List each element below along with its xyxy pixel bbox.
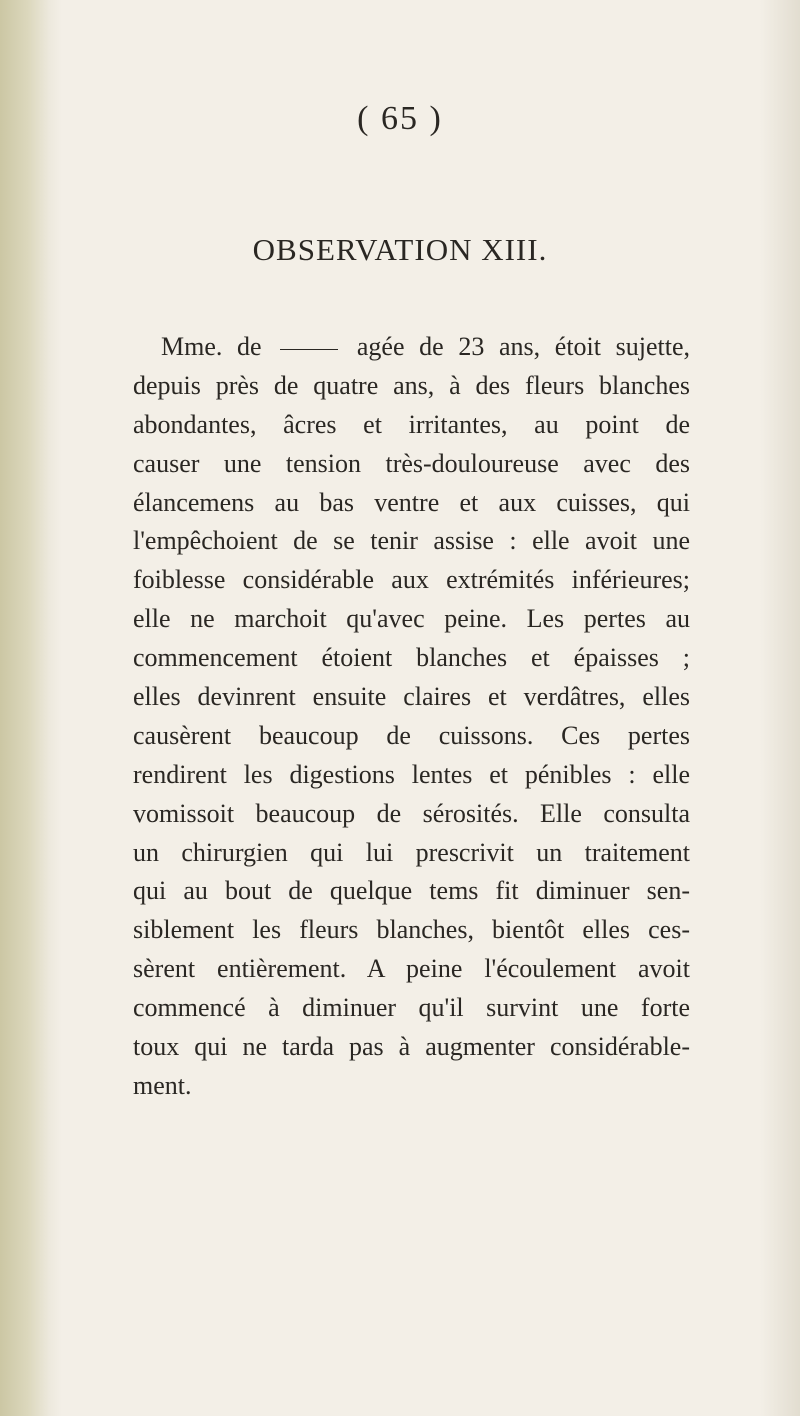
text-line: élancemens au bas ventre et aux cuisses, qui bbox=[133, 487, 690, 517]
text-line: elles devinrent ensuite claires et verdâtres, elles bbox=[133, 682, 690, 712]
text-line: causèrent beaucoup de cuissons. Ces pertes bbox=[133, 720, 690, 750]
text-line: Mme. de agée de 23 ans, étoit sujette, bbox=[161, 332, 691, 361]
text-line: commencé à diminuer qu'il survint une forte bbox=[133, 993, 690, 1023]
text-line: vomissoit beaucoup de sérosités. Elle consulta bbox=[133, 798, 690, 828]
observation-body bbox=[133, 328, 690, 1106]
text-line: foiblesse considérable aux extrémités inférieures; bbox=[133, 565, 690, 595]
text-line: commencement étoient blanches et épaisses ; bbox=[133, 643, 690, 673]
text-line: elle ne marchoit qu'avec peine. Les pertes au bbox=[133, 604, 690, 634]
text-line: abondantes, âcres et irritantes, au point de bbox=[133, 409, 690, 439]
text-line: toux qui ne tarda pas à augmenter considérable- bbox=[133, 1032, 690, 1062]
text-line: causer une tension très-douloureuse avec des bbox=[133, 448, 690, 478]
text-line: un chirurgien qui lui prescrivit un traitement bbox=[133, 837, 690, 867]
observation-heading: OBSERVATION XIII. bbox=[252, 232, 548, 267]
page-edge-shadow-left bbox=[0, 0, 62, 1416]
text-line: depuis près de quatre ans, à des fleurs blanches bbox=[133, 370, 690, 400]
page-edge-shadow-right bbox=[760, 0, 800, 1416]
text-line: siblement les fleurs blanches, bientôt elles ces- bbox=[133, 915, 690, 945]
page-number: ( 65 ) bbox=[357, 100, 443, 137]
text-line: rendirent les digestions lentes et pénibles : elle bbox=[133, 759, 690, 789]
text-line: l'empêchoient de se tenir assise : elle avoit une bbox=[133, 526, 690, 556]
text-line: sèrent entièrement. A peine l'écoulement avoit bbox=[133, 954, 690, 984]
text-line: qui au bout de quelque tems fit diminuer sen- bbox=[133, 876, 690, 906]
name-omitted-dash bbox=[280, 349, 338, 350]
text-line: ment. bbox=[133, 1070, 192, 1100]
